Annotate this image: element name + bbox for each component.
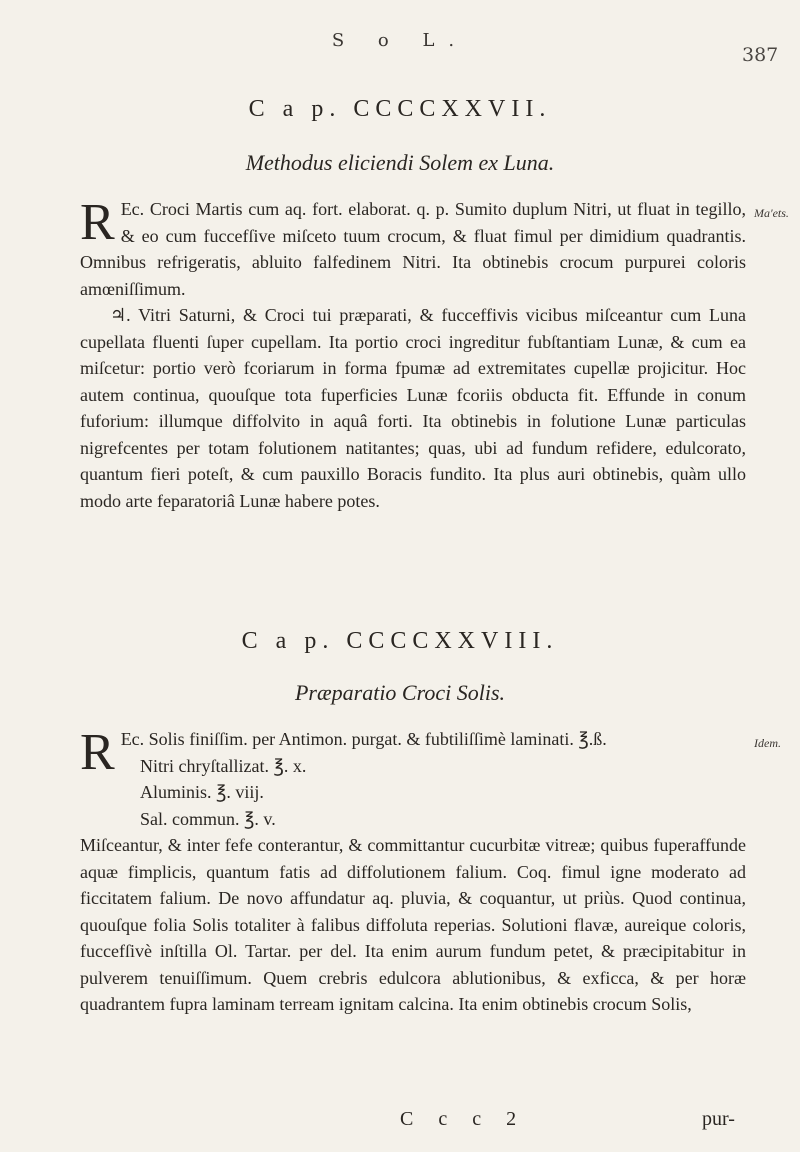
dropcap-r-1: R xyxy=(80,194,115,251)
margin-note-1: Ma'ets. xyxy=(754,206,789,220)
chapter-heading-1: C a p. CCCCXXVII. xyxy=(248,96,552,122)
ingredient-alumen: Aluminis. ℥. viij. xyxy=(140,782,264,802)
paragraph-1 xyxy=(80,196,746,302)
chapter-title-2: Præparatio Croci Solis. xyxy=(294,680,506,705)
catchword: pur- xyxy=(702,1108,735,1130)
paragraph-1-text: Ec. Croci Martis cum aq. fort. elaborat. q. p. Sumito duplum Nitri, ut fluat in tegillo, & eo cum fuccefſive miſceto tuum crocum, & fluat fimul per dimidium quadrantis. Omnibus refrigeratis, abluito falfedinem Nitri. Ita obtinebis crocum purpurei coloris amœniſſimum. xyxy=(80,199,746,299)
chapter-heading-2: C a p. CCCCXXVIII. xyxy=(241,628,559,654)
ingredient-sal: Sal. commun. ℥. v. xyxy=(140,808,276,829)
section2-body xyxy=(80,726,746,1018)
dropcap-r-2: R xyxy=(80,724,115,781)
section1-body xyxy=(80,196,746,514)
signature-mark: C c c 2 xyxy=(400,1108,527,1130)
page-number: 387 xyxy=(742,44,779,66)
margin-note-2: Idem. xyxy=(754,736,781,750)
chapter-title-1: Methodus eliciendi Solem ex Luna. xyxy=(245,150,555,175)
paragraph-3: Miſceantur, & inter fefe conterantur, & committantur cucurbitæ vitreæ; quibus fuperaffunde aquæ fimplicis, quantum fatis ad diffolutionem falium. Coq. fimul igne moderato ad ficcitatem falium. De novo affundatur aq. pluvia, & coquantur, ut priùs. Quod continua, quouſque folia Solis totaliter à falibus diffoluta reperias. Solutioni flavæ, aureique coloris, fuccefſivè inſtilla Ol. Tartar. per del. Ita enim aurum fundum petet, & præcipitabitur in pulverem tenuiſſimum. Quem crebris edulcora ablutionibus, & exficca, & per horæ quadrantem fupra laminam terream ignitam calcina. Ita enim obtinebis crocum Solis, xyxy=(80,835,746,1014)
paragraph-2: ♃. Vitri Saturni, & Croci tui præparati, & fucceffivis vicibus miſceantur cum Luna cupellata fluenti ſuper cupellam. Ita portio croci ingreditur fubſtantiam Lunæ, & cum ea miſcetur: portio verò fcoriarum in forma fpumæ ad extremitates cupellæ projicitur. Hoc autem continua, quouſque tota fuperficies Lunæ fcoriis obducta fit. Effunde in conum fuforium: illumque diffolvito in aquâ forti. Ita obtinebis in folutione Lunæ particulas nigrefcentes per totam folutionem natitantes; quas, ubi ad fundum refidere, edulcorato, quantum fieri poteſt, & cum pauxillo Boracis fundito. Ita plus auri obtinebis, quàm ullo modo arte feparatoriâ Lunæ habere potes. xyxy=(80,305,746,511)
ingredient-nitrum: Nitri chryſtallizat. ℥. x. xyxy=(140,755,307,776)
recipe-intro-text: Ec. Solis finiſſim. per Antimon. purgat. & fubtiliſſimè laminati. ℥.ß. xyxy=(120,729,607,749)
running-head: S o L. xyxy=(331,30,469,51)
